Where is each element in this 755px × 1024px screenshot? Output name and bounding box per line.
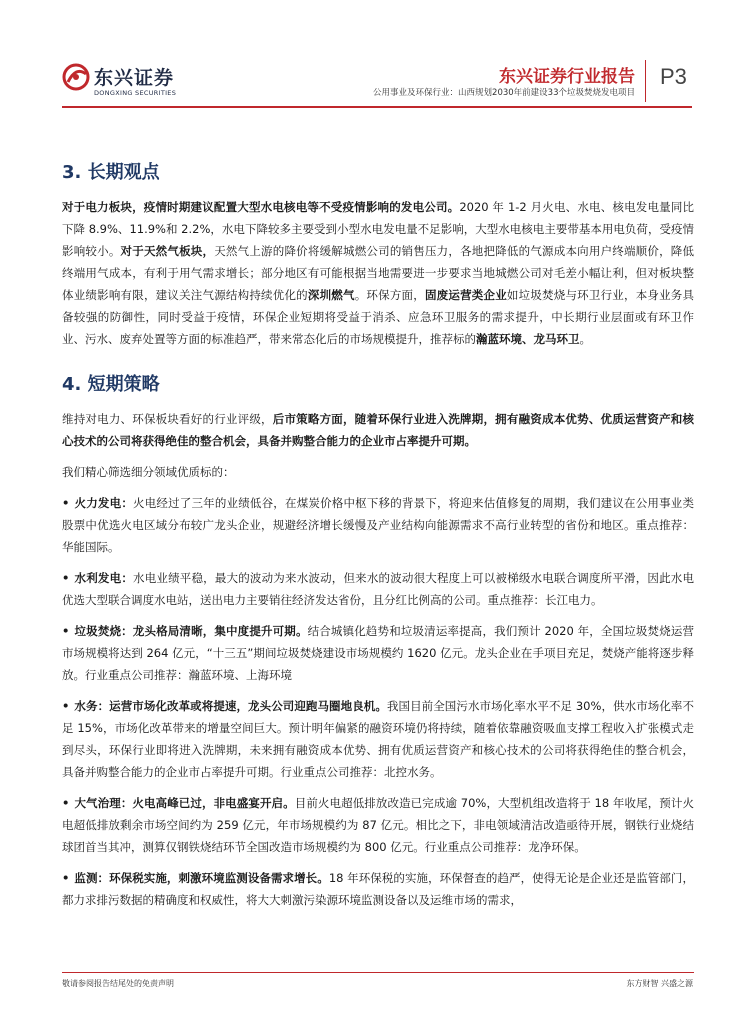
bold-text: 后市策略方面，随着环保行业进入洗牌期，拥有融资成本优势、优质运营资产和核心技术的公司将获得绝佳的整合机会，具备并购整合能力的企业市占率提升可期。 bbox=[62, 412, 694, 448]
section-heading: 4. 短期策略 bbox=[62, 374, 160, 395]
text-run: 。环保方面， bbox=[354, 288, 425, 302]
company-logo bbox=[62, 62, 182, 102]
text-run: 我国目前全国污水市场化率水平不足 30%，供水市场化率不足 15%，市场化改革带来的增量空间巨大。预计明年偏紧的融资环境仍将持续，随着依靠融资吸血支撑工程收入扩张模式走到尽头，环保行业即将进入洗牌期，未来拥有融资成本优势、拥有优质运营资产和核心技术的公司将获得绝佳的整合机会，具备并购整合能力的企业市占率提升可期。行业重点公司推荐：北控水务。 bbox=[62, 699, 695, 779]
header-rule bbox=[62, 106, 692, 108]
body-paragraph bbox=[62, 408, 694, 452]
document-body bbox=[62, 140, 694, 920]
text-run: 火电经过了三年的业绩低谷，在煤炭价格中枢下移的背景下，将迎来估值修复的周期，我们建议在公用事业类股票中优选火电区域分布较广龙头企业，规避经济增长缓慢及产业结构向能源需求不高行业转型的省份和地区。重点推荐：华能国际。 bbox=[62, 496, 695, 554]
bold-text: 对于电力板块，疫情时期建议配置大型水电核电等不受疫情影响的发电公司。 bbox=[62, 200, 460, 214]
text-run: 天然气上游的降价将缓解城燃公司的销售压力，各地把降低的气源成本向用户终端顺价，降低终端用气成本，有利于用气需求增长；部分地区有可能根据当地需要进一步要求当地城燃公司对毛差小幅让利，但对板块整体业绩影响有限，建议关注气源结构持续优化的 bbox=[62, 244, 695, 302]
bold-text: 水务：运营市场化改革或将提速，龙头公司迎跑马圈地良机。 bbox=[74, 699, 387, 713]
text-run: 如垃圾焚烧与环卫行业，本身业务具备较强的防御性，同时受益于疫情，环保企业短期将受益于消杀、应急环卫服务的需求提升，中长期行业层面或有环卫作业、污水、废弃处置等方面的标准趋严，带来常态化后的市场规模提升，推荐标的 bbox=[62, 288, 695, 346]
bold-text: 对于天然气板块， bbox=[120, 244, 215, 258]
report-title: 东兴证券行业报告 bbox=[499, 67, 635, 87]
text-run: 维持对电力、环保板块看好的行业评级， bbox=[62, 412, 273, 426]
bold-text: 监测：环保税实施，刺激环境监测设备需求增长。 bbox=[74, 871, 329, 885]
logo-chinese-name: 东兴证券 bbox=[94, 67, 175, 89]
text-run: 水电业绩平稳，最大的波动为来水波动，但来水的波动很大程度上可以被梯级水电联合调度所平滑，因此水电优选大型联合调度水电站，送出电力主要销往经济发达省份，且分红比例高的公司。重点推荐：长江电力。 bbox=[62, 571, 695, 607]
bold-text: 大气治理：火电高峰已过，非电盛宴开启。 bbox=[74, 796, 295, 810]
bold-text: 深圳燃气 bbox=[307, 288, 355, 302]
text-run: 目前火电超低排放改造已完成逾 70%，大型机组改造将于 18 年收尾，预计火电超低排放剩余市场空间约为 259 亿元，年市场规模约为 87 亿元。相比之下，非电领域清洁改造亟待开展，钢铁行业烧结球团首当其冲，测算仅钢铁烧结环节全国改造市场规模约为 800 亿元。行业重点公司推荐：龙净环保。 bbox=[62, 796, 694, 854]
body-paragraph bbox=[62, 461, 694, 483]
logo-mark-icon bbox=[62, 62, 90, 92]
bold-text: 瀚蓝环境、龙马环卫 bbox=[476, 332, 580, 346]
section-heading: 3. 长期观点 bbox=[62, 162, 160, 183]
footer-disclaimer: 敬请参阅报告结尾处的免责声明 bbox=[62, 979, 174, 988]
text-run: 我们精心筛选细分领域优质标的： bbox=[62, 465, 235, 479]
body-paragraph bbox=[62, 492, 694, 558]
logo-english-name: DONGXING SECURITIES bbox=[94, 89, 177, 97]
footer-rule bbox=[62, 972, 694, 973]
report-subtitle: 公用事业及环保行业：山西规划2030年前建设33个垃圾焚烧发电项目 bbox=[373, 88, 635, 98]
body-paragraph bbox=[62, 567, 694, 611]
page-number: P3 bbox=[660, 64, 687, 89]
text-run: 。 bbox=[579, 332, 591, 346]
body-paragraph bbox=[62, 196, 694, 350]
header-divider bbox=[645, 60, 646, 102]
text-run: 18 年环保税的实施，环保督查的趋严，使得无论是企业还是监管部门，都力求排污数据的精确度和权威性，将大大刺激污染源环境监测设备以及运维市场的需求， bbox=[62, 871, 694, 907]
text-run: 结合城镇化趋势和垃圾清运率提高，我们预计 2020 年，全国垃圾焚烧运营市场规模将达到 264 亿元，“十三五”期间垃圾焚烧建设市场规模约 1620 亿元。龙头企业在手项目充足，焚烧产能将逐步释放。行业重点公司推荐：瀚蓝环境、上海环境 bbox=[62, 624, 695, 682]
body-paragraph bbox=[62, 620, 694, 686]
bold-text: 火力发电： bbox=[74, 496, 134, 510]
text-run: 2020 年 1-2 月火电、水电、核电发电量同比下降 8.9%、11.9%和 2.2%，水电下降较多主要受到小型水电发电量不足影响，大型水电核电主要带基本用电负荷，受疫情影响较小。 bbox=[62, 200, 695, 258]
footer-slogan: 东方财智 兴盛之源 bbox=[626, 979, 693, 988]
bold-text: 水利发电： bbox=[74, 571, 134, 585]
body-paragraph bbox=[62, 792, 694, 858]
body-paragraph bbox=[62, 695, 694, 783]
page-header bbox=[0, 0, 755, 108]
bold-text: 固废运营类企业 bbox=[424, 288, 507, 302]
bold-text: 垃圾焚烧：龙头格局清晰，集中度提升可期。 bbox=[74, 624, 308, 638]
body-paragraph bbox=[62, 867, 694, 911]
